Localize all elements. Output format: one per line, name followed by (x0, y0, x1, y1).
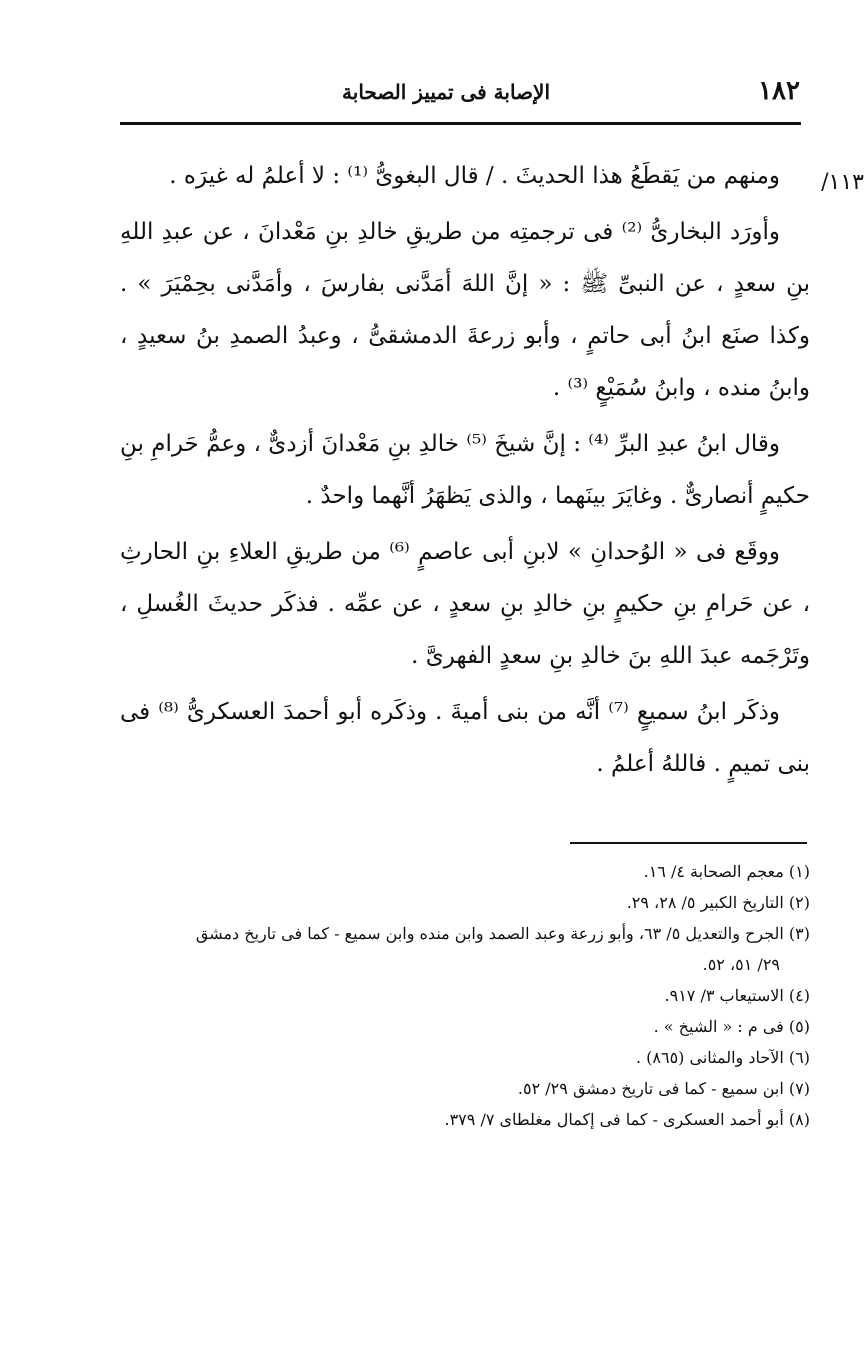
footnote: (٥) فى م : « الشيخ » . (653, 1017, 810, 1036)
footnote: (٣) الجرح والتعديل ٥/ ٦٣، وأبو زرعة وعبد الصمد وابن منده وابن سميع - كما فى تاريخ دمشق (195, 924, 810, 943)
footnote: (٨) أبو أحمد العسكرى - كما فى إكمال مغلطاى ٧/ ٣٧٩. (444, 1110, 810, 1129)
footnote: (٤) الاستيعاب ٣/ ٩١٧. (664, 986, 810, 1005)
running-title: الإصابة فى تمييز الصحابة (342, 80, 550, 104)
page-header (120, 76, 800, 110)
paragraph: ومنهم من يَقطَعُ هذا الحديثَ . / قال البغوىُّ ⁽¹⁾ : لا أعلمُ له غيرَه . (169, 163, 780, 189)
footnote: (١) معجم الصحابة ٤/ ١٦. (643, 862, 810, 881)
paragraph: وقال ابنُ عبدِ البرِّ ⁽⁴⁾ : إنَّ شيخَ ⁽⁵⁾ خالدِ بنِ مَعْدانَ أزدىٌّ ، وعمُّ حَرامِ بنِ حكيمٍ أنصارىٌّ . وغايَرَ بينَهما ، والذى يَظهَرُ أنَّهما واحدٌ . (120, 431, 810, 509)
paragraph: وذكَر ابنُ سميعٍ ⁽⁷⁾ أنَّه من بنى أميةَ . وذكَره أبو أحمدَ العسكرىُّ ⁽⁸⁾ فى بنى تميمٍ . فاللهُ أعلمُ . (120, 699, 810, 777)
footnote-rule (570, 842, 807, 844)
footnote-continuation: ٢٩/ ٥١، ٥٢. (702, 955, 780, 974)
main-text (120, 150, 810, 790)
paragraph: ووقَع فى « الوُحدانِ » لابنِ أبى عاصمٍ ⁽⁶⁾ من طريقِ العلاءِ بنِ الحارثِ ، عن حَرامِ بنِ حكيمٍ بنِ خالدِ بنِ سعدٍ ، عن عمِّه . فذكَر حديثَ الغُسلِ ، وتَرْجَمه عبدَ اللهِ بنَ خالدِ بنِ سعدٍ الفهرىَّ . (120, 539, 810, 669)
footnotes (120, 856, 810, 1135)
paragraph: وأورَد البخارىُّ ⁽²⁾ فى ترجمتِه من طريقِ خالدِ بنِ مَعْدانَ ، عن عبدِ اللهِ بنِ سعدٍ ، عن النبىِّ ﷺ : « إنَّ اللهَ أمَدَّنى بفارسَ ، وأمَدَّنى بحِمْيَرَ » . وكذا صنَع ابنُ أبى حاتمٍ ، وأبو زرعةَ الدمشقىُّ ، وعبدُ الصمدِ بنُ سعيدٍ ، وابنُ منده ، وابنُ سُمَيْعٍ ⁽³⁾ . (120, 219, 810, 401)
footnote: (٦) الآحاد والمثانى (٨٦٥) . (635, 1048, 810, 1067)
page-number: ١٨٢ (758, 76, 800, 106)
margin-reference: ١١٣/ (821, 170, 864, 195)
footnote: (٢) التاريخ الكبير ٥/ ٢٨، ٢٩. (626, 893, 810, 912)
header-rule (120, 122, 801, 125)
footnote: (٧) ابن سميع - كما فى تاريخ دمشق ٢٩/ ٥٢. (517, 1079, 810, 1098)
